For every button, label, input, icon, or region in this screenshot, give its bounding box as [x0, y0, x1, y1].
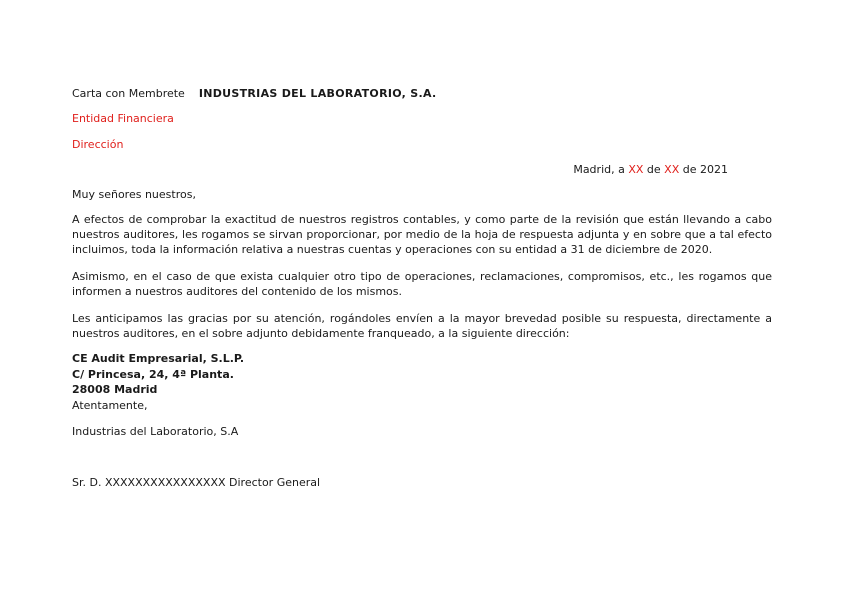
date-suffix: de 2021 — [682, 163, 728, 176]
paragraph-2: Asimismo, en el caso de que exista cualquier otro tipo de operaciones, reclamaciones, compromisos, etc., les rogamos que informen a nuestros auditores del contenido de los mismos. — [72, 270, 772, 298]
auditor-city: 28008 Madrid — [72, 383, 158, 396]
membrete-label: Carta con Membrete — [72, 87, 185, 100]
recipient-entity: Entidad Financiera — [72, 112, 174, 125]
date-prefix: Madrid, a — [573, 163, 625, 176]
closing: Atentamente, — [72, 399, 148, 412]
date-de: de — [646, 163, 661, 176]
paragraph-1: A efectos de comprobar la exactitud de nuestros registros contables, y como parte de la revisión que están llevando a cabo nuestros auditores, les rogamos se sirvan proporcionar, por medio de la hoja de respuesta adjunta y en sobre que a tal efecto incluimos, toda la información relativa a nuestras cuentas y operaciones con su entidad a 31 de diciembre de 2020. — [72, 213, 772, 256]
signature-company: Industrias del Laboratorio, S.A — [72, 425, 239, 438]
greeting: Muy señores nuestros, — [72, 188, 196, 201]
date-line — [573, 162, 728, 177]
recipient-address: Dirección — [72, 138, 124, 151]
date-month: XX — [664, 163, 680, 176]
date-day: XX — [628, 163, 644, 176]
company-name: INDUSTRIAS DEL LABORATORIO, S.A. — [198, 87, 437, 100]
letterhead-line — [72, 86, 436, 101]
auditor-street: C/ Princesa, 24, 4ª Planta. — [72, 368, 234, 381]
paragraph-3: Les anticipamos las gracias por su atención, rogándoles envíen a la mayor brevedad posible su respuesta, directamente a nuestros auditores, en el sobre adjunto debidamente franqueado, a la siguiente dirección: — [72, 312, 772, 340]
auditor-name: CE Audit Empresarial, S.L.P. — [72, 352, 245, 365]
signer-line: Sr. D. XXXXXXXXXXXXXXXX Director General — [72, 476, 321, 489]
